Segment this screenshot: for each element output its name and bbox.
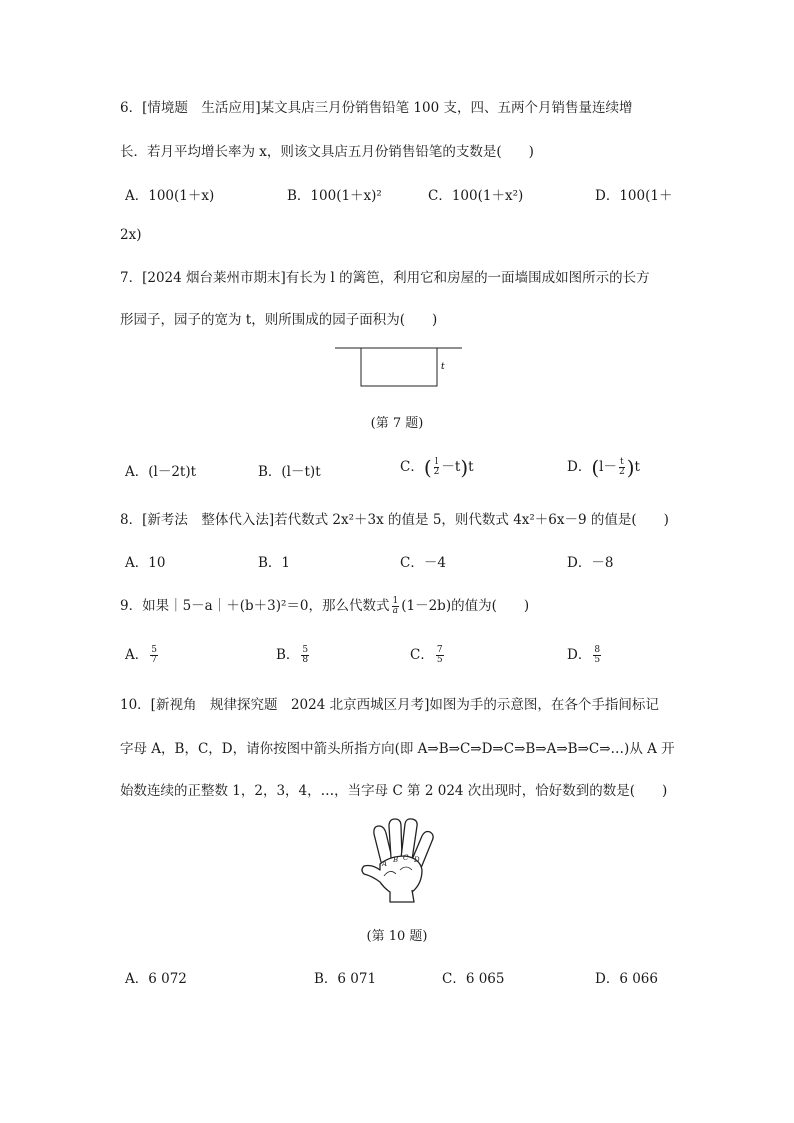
q9-option-b: B． $\frac{5}{8}$ [276, 645, 309, 665]
q8-option-a: A．10 [125, 555, 166, 571]
q8-option-b: B．1 [258, 555, 291, 571]
q6-option-c: C．100(1＋x²) [428, 188, 524, 204]
q8-stem: 8．[新考法 整体代入法]若代数式 2x²＋3x 的值是 5，则代数式 4x²＋6x－9 的值是( ) [120, 512, 669, 528]
q6-option-d-cont: 2x) [120, 227, 142, 243]
q9-stem: 9．如果｜5－a｜＋(b＋3)²＝0，那么代数式 $\frac{1}{a}$ (1－2b)的值为( ) [120, 596, 530, 616]
q8-option-c: C．－4 [400, 555, 446, 571]
q7-option-b: B．(l－t)t [258, 464, 321, 480]
q10-stem-line2: 字母 A，B，C，D，请你按图中箭头所指方向(即 A⇒B⇒C⇒D⇒C⇒B⇒A⇒B⇒C⇒…)从 A 开 [120, 741, 675, 757]
hand-letter-b: B [393, 856, 399, 864]
hand-letter-c: C [403, 854, 409, 862]
q7-stem-line2: 形园子，园子的宽为 t，则所围成的园子面积为( ) [120, 312, 438, 328]
q6-option-d: D．100(1＋ [595, 188, 673, 204]
q7-option-d: D．(l－ $\frac{t}{2}$ )t [567, 455, 640, 480]
q10-caption: (第 10 题) [366, 929, 428, 944]
q7-garden-figure [330, 340, 470, 395]
q9-option-d: D． $\frac{8}{5}$ [567, 645, 601, 665]
q10-stem-line3: 始数连续的正整数 1，2，3，4，…，当字母 C 第 2 024 次出现时，恰好数到的数是( ) [120, 783, 668, 799]
q8-option-d: D．－8 [567, 555, 614, 571]
q10-stem-line1: 10．[新视角 规律探究题 2024 北京西城区月考]如图为手的示意图，在各个手指间标记 [120, 697, 659, 713]
q10-option-b: B．6 071 [314, 971, 377, 987]
q6-option-a: A．100(1＋x) [125, 188, 215, 204]
q7-stem-line1: 7．[2024 烟台莱州市期末]有长为 l 的篱笆，利用它和房屋的一面墙围成如图所示的长方 [120, 270, 650, 286]
q10-option-a: A．6 072 [125, 971, 187, 987]
q10-option-d: D．6 066 [595, 971, 658, 987]
hand-letter-a: A [382, 860, 388, 868]
q7-option-a: A．(l－2t)t [125, 464, 197, 480]
q7-caption: (第 7 题) [370, 416, 424, 431]
q9-option-a: A． $\frac{5}{7}$ [125, 645, 157, 665]
q7-option-c: C．( $\frac{l}{2}$ －t)t [400, 455, 474, 480]
q9-option-c: C． $\frac{7}{5}$ [410, 645, 443, 665]
hand-letter-d: D [414, 856, 420, 864]
q6-stem-line2: 长．若月平均增长率为 x，则该文具店五月份销售铅笔的支数是( ) [120, 144, 534, 160]
q10-option-c: C．6 065 [442, 971, 505, 987]
q6-option-b: B．100(1＋x)² [287, 188, 382, 204]
q10-hand-figure [360, 818, 440, 903]
q7-width-label: t [441, 362, 445, 372]
q6-stem-line1: 6．[情境题 生活应用]某文具店三月份销售铅笔 100 支，四、五两个月销售量连续增 [120, 100, 633, 116]
